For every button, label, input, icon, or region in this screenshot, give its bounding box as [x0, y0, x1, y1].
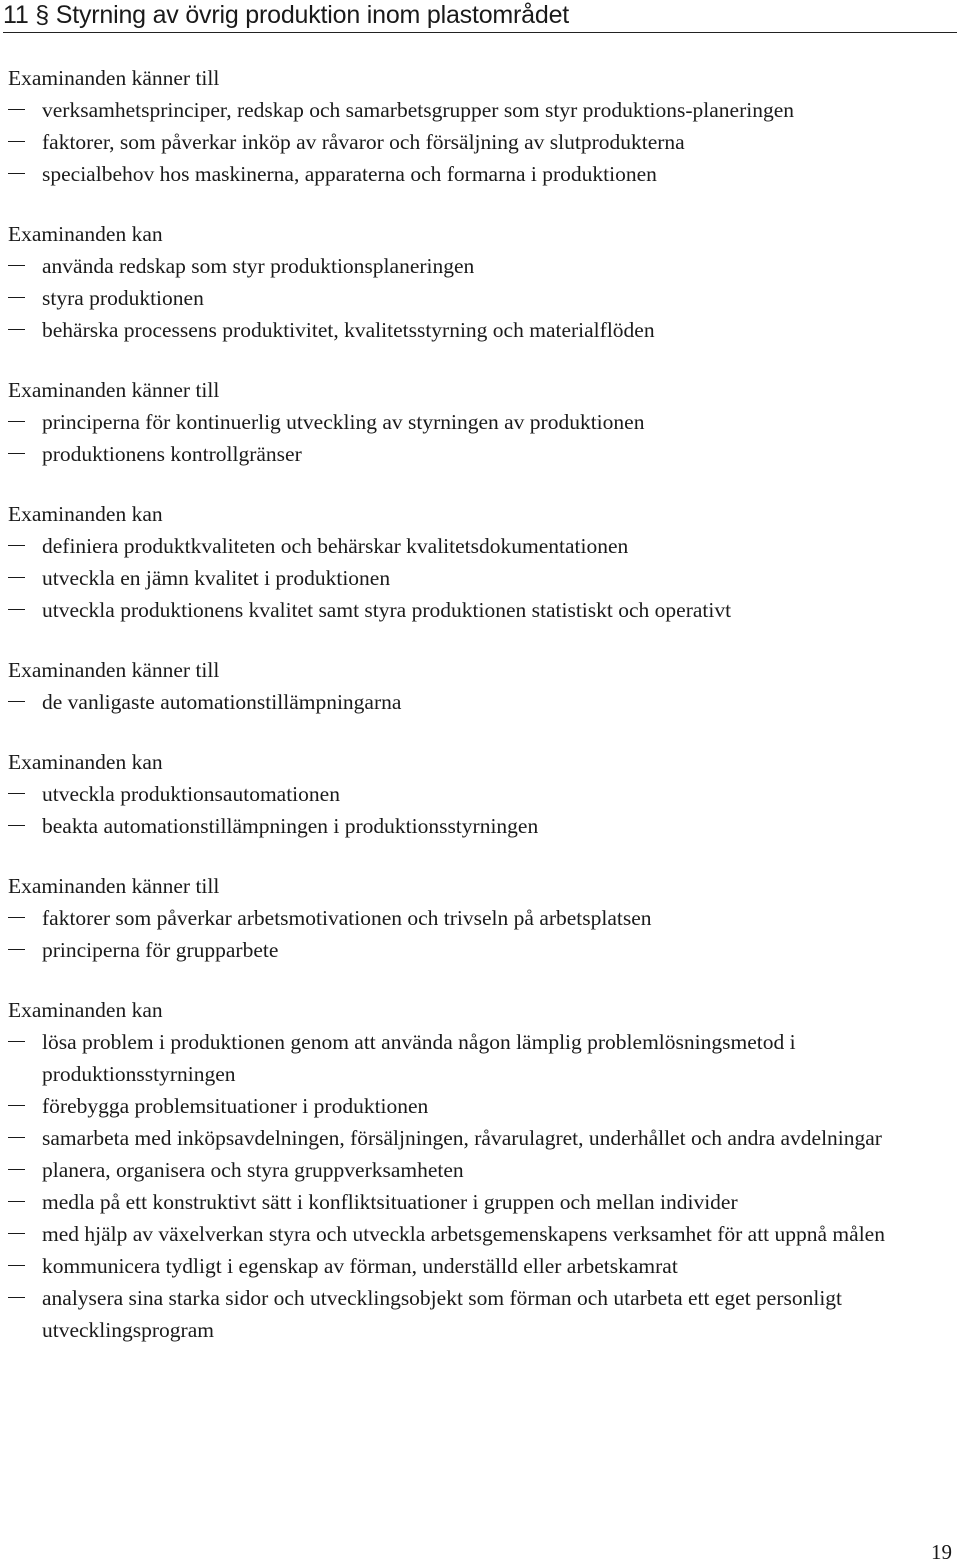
section-label: Examinanden kan	[8, 502, 163, 526]
section-4	[8, 498, 943, 626]
bullet-list	[8, 94, 943, 190]
list-item: lösa problem i produktionen genom att använda någon lämplig problemlösningsmetod i produktionsstyrningen	[8, 1026, 943, 1090]
section-3	[8, 374, 943, 470]
section-6	[8, 746, 943, 842]
list-item: verksamhetsprinciper, redskap och samarbetsgrupper som styr produktions-planeringen	[8, 94, 943, 126]
list-item: förebygga problemsituationer i produktionen	[8, 1090, 943, 1122]
list-item: principerna för grupparbete	[8, 934, 943, 966]
section-2	[8, 218, 943, 346]
section-label: Examinanden känner till	[8, 874, 220, 898]
bullet-list	[8, 250, 943, 346]
list-item: faktorer, som påverkar inköp av råvaror och försäljning av slutprodukterna	[8, 126, 943, 158]
list-item: planera, organisera och styra gruppverksamheten	[8, 1154, 943, 1186]
bullet-list	[8, 686, 943, 718]
list-item: utveckla produktionens kvalitet samt styra produktionen statistiskt och operativt	[8, 594, 943, 626]
list-item: kommunicera tydligt i egenskap av förman, underställd eller arbetskamrat	[8, 1250, 943, 1282]
bullet-list	[8, 1026, 943, 1346]
bullet-list	[8, 406, 943, 470]
list-item: samarbeta med inköpsavdelningen, försäljningen, råvarulagret, underhållet och andra avdelningar	[8, 1122, 943, 1154]
list-item: behärska processens produktivitet, kvalitetsstyrning och materialflöden	[8, 314, 943, 346]
bullet-list	[8, 530, 943, 626]
list-item: principerna för kontinuerlig utveckling av styrningen av produktionen	[8, 406, 943, 438]
section-1	[8, 62, 943, 190]
list-item: med hjälp av växelverkan styra och utveckla arbetsgemenskapens verksamhet för att uppnå målen	[8, 1218, 943, 1250]
list-item: beakta automationstillämpningen i produktionsstyrningen	[8, 810, 943, 842]
section-5	[8, 654, 943, 718]
list-item: produktionens kontrollgränser	[8, 438, 943, 470]
section-label: Examinanden känner till	[8, 658, 220, 682]
list-item: de vanligaste automationstillämpningarna	[8, 686, 943, 718]
section-label: Examinanden känner till	[8, 378, 220, 402]
section-label: Examinanden kan	[8, 998, 163, 1022]
list-item: använda redskap som styr produktionsplaneringen	[8, 250, 943, 282]
list-item: medla på ett konstruktivt sätt i konfliktsituationer i gruppen och mellan individer	[8, 1186, 943, 1218]
section-8	[8, 994, 943, 1346]
list-item: faktorer som påverkar arbetsmotivationen och trivseln på arbetsplatsen	[8, 902, 943, 934]
list-item: utveckla produktionsautomationen	[8, 778, 943, 810]
list-item: styra produktionen	[8, 282, 943, 314]
section-label: Examinanden kan	[8, 222, 163, 246]
list-item: analysera sina starka sidor och utvecklingsobjekt som förman och utarbeta ett eget personligt utvecklingsprogram	[8, 1282, 943, 1346]
document-body	[8, 62, 943, 1374]
list-item: specialbehov hos maskinerna, apparaterna och formarna i produktionen	[8, 158, 943, 190]
bullet-list	[8, 778, 943, 842]
section-label: Examinanden kan	[8, 750, 163, 774]
section-7	[8, 870, 943, 966]
section-label: Examinanden känner till	[8, 66, 220, 90]
page-title: 11 § Styrning av övrig produktion inom plastområdet	[3, 0, 957, 33]
list-item: utveckla en jämn kvalitet i produktionen	[8, 562, 943, 594]
bullet-list	[8, 902, 943, 966]
list-item: definiera produktkvaliteten och behärskar kvalitetsdokumentationen	[8, 530, 943, 562]
page-number: 19	[931, 1540, 952, 1564]
